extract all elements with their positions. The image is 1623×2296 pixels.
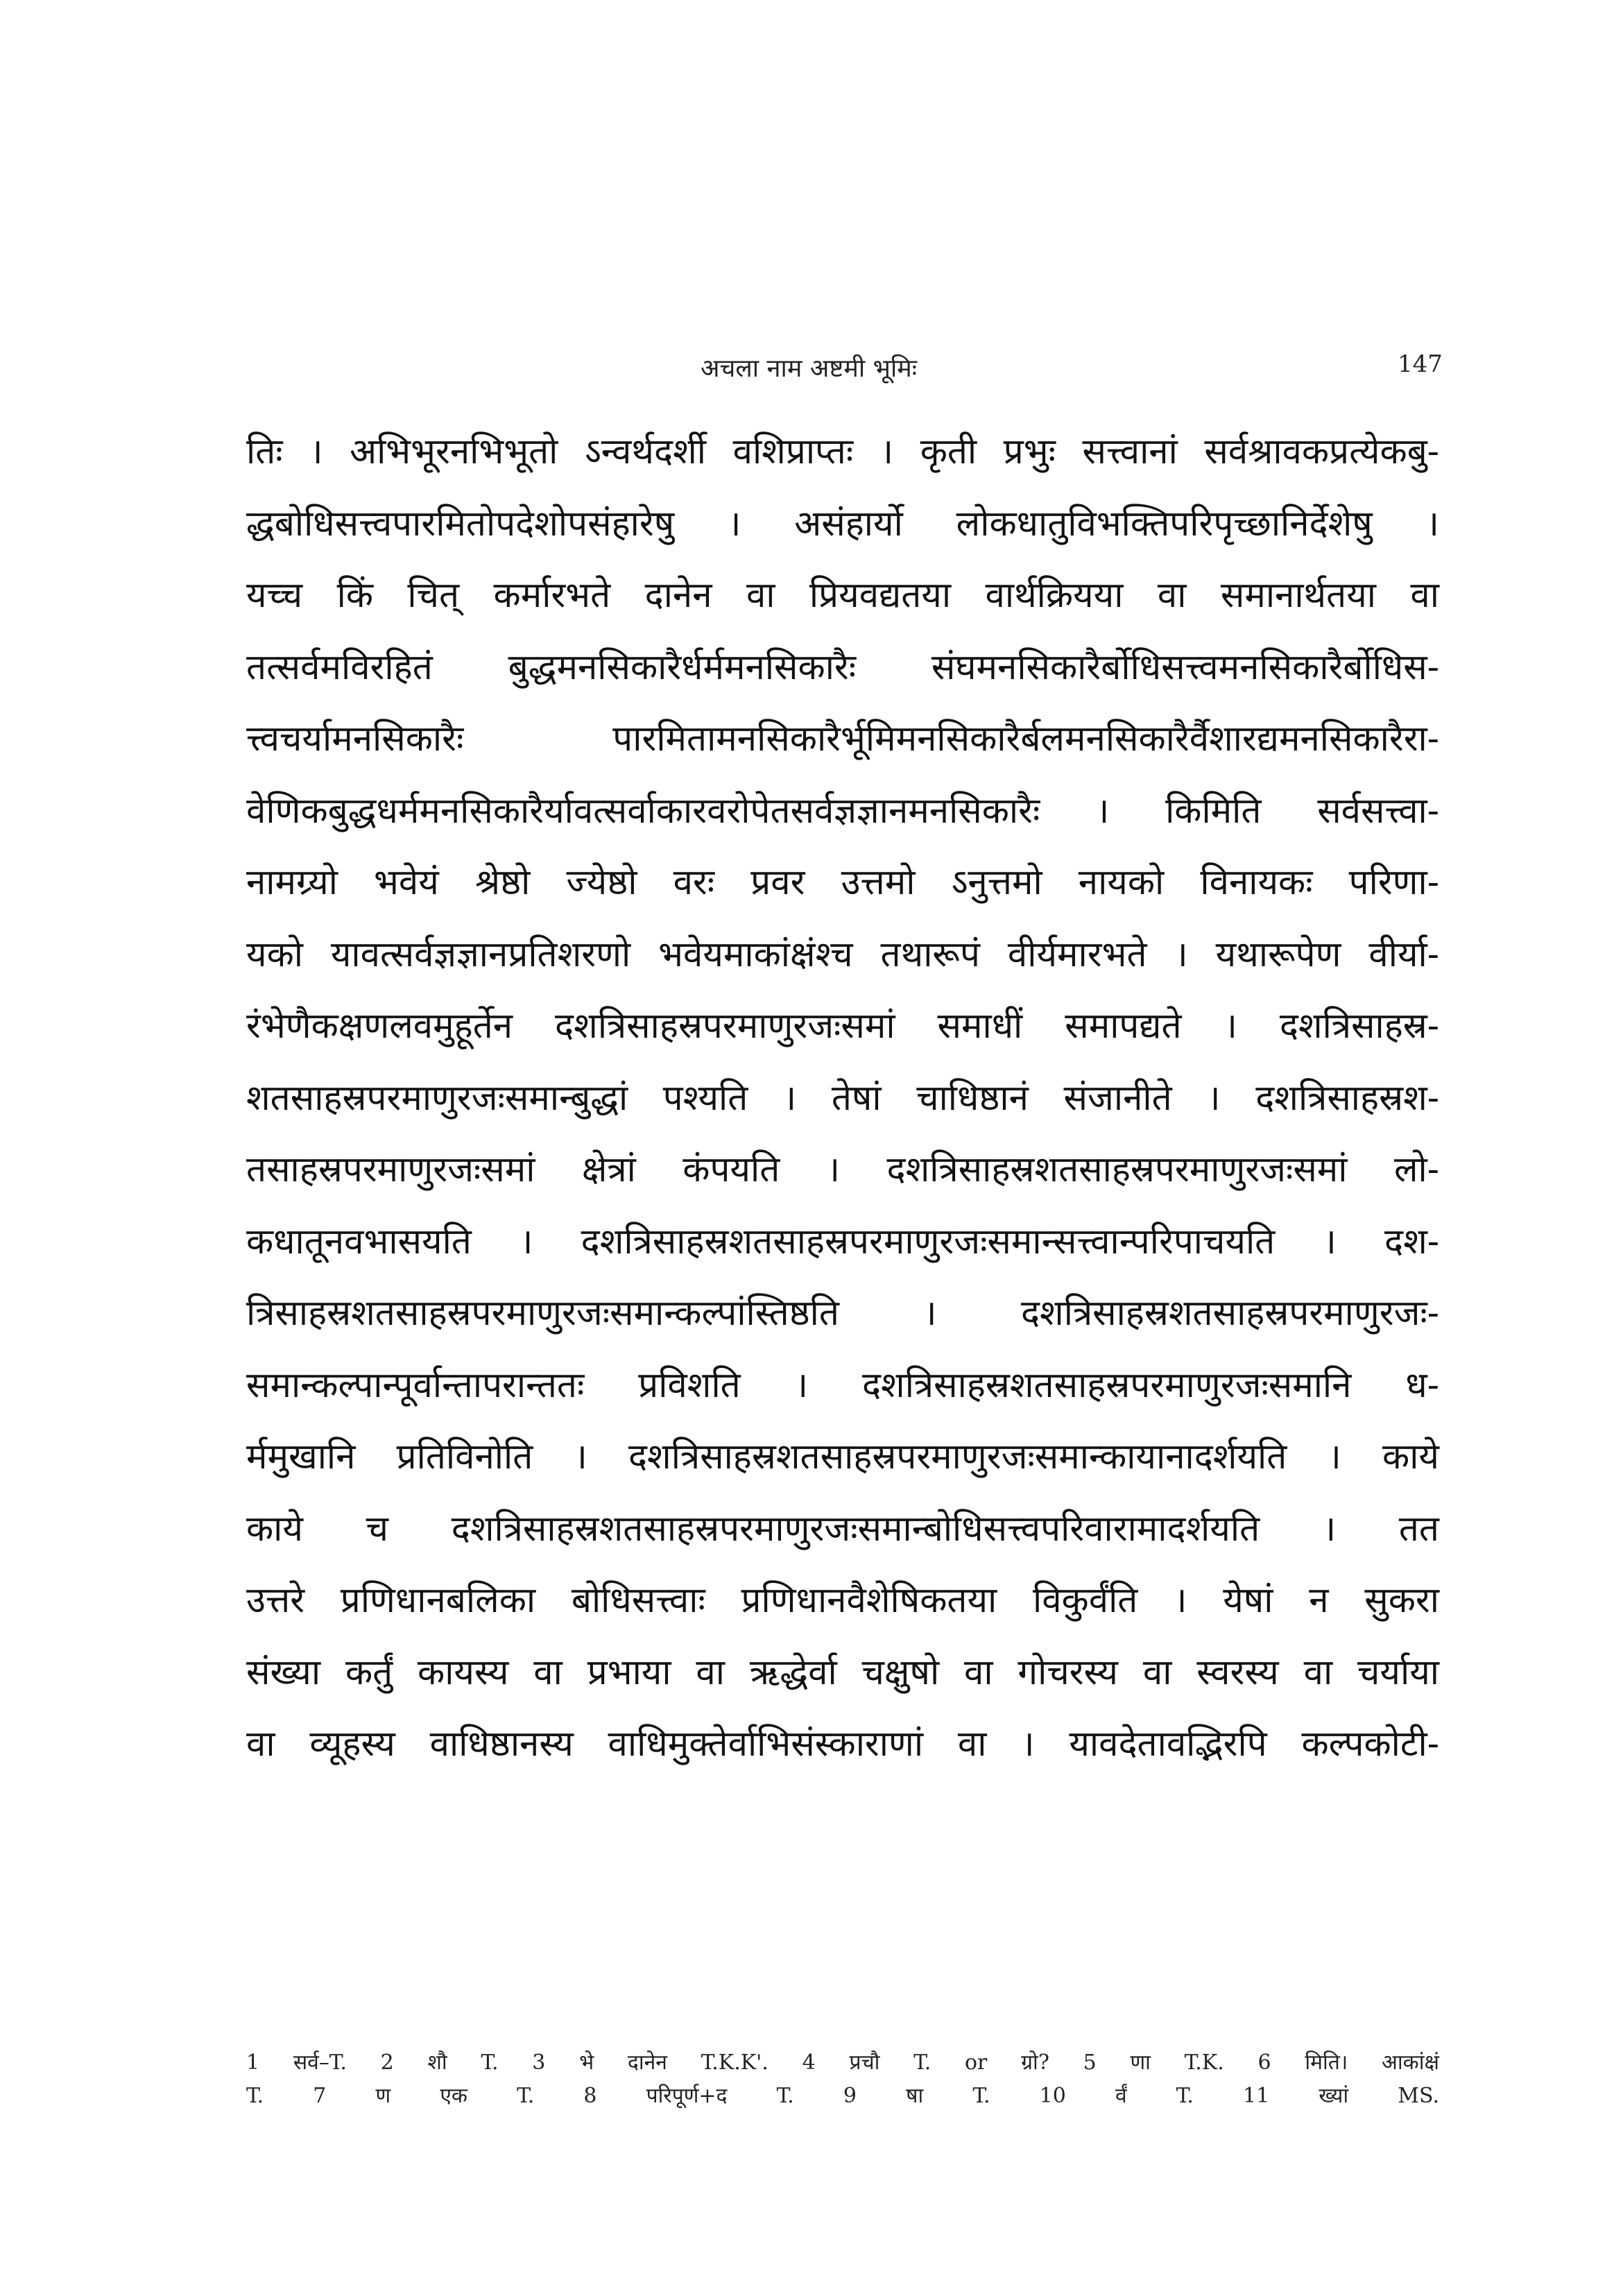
text-line: संख्या कर्तुं कायस्य वा प्रभाया वा ऋद्धेर्वा चक्षुषो वा गोचरस्य वा स्वरस्य वा चर्याया — [246, 1652, 1439, 1693]
text-line: वा व्यूहस्य वाधिष्ठानस्य वाधिमुक्तेर्वाभिसंस्काराणां वा । यावदेतावद्भिरपि कल्पकोटी- — [246, 1724, 1439, 1765]
page-number: 147 — [1398, 350, 1443, 378]
footnotes — [246, 2046, 1439, 2113]
text-line: त्रिसाहस्रशतसाहस्रपरमाणुरजःसमान्कल्पांस्तिष्ठति । दशत्रिसाहस्रशतसाहस्रपरमाणुरजः- — [246, 1293, 1439, 1334]
footnote-line: T. 7 ण एक T. 8 परिपूर्ण+द T. 9 षा T. 10 र्वं T. 11 ख्यां MS. — [246, 2084, 1439, 2108]
text-line: यको यावत्सर्वज्ञज्ञानप्रतिशरणो भवेयमाकांक्षंश्च तथारूपं वीर्यमारभते । यथारूपेण वीर्या- — [246, 934, 1439, 975]
text-line: वेणिकबुद्धधर्ममनसिकारैर्यावत्सर्वाकारवरोपेतसर्वज्ञज्ञानमनसिकारैः । किमिति सर्वसत्त्वा- — [246, 790, 1439, 832]
text-line: र्ममुखानि प्रतिविनोति । दशत्रिसाहस्रशतसाहस्रपरमाणुरजःसमान्कायानादर्शयति । काये — [246, 1437, 1439, 1477]
text-line: रंभेणैकक्षणलवमुहूर्तेन दशत्रिसाहस्रपरमाणुरजःसमां समाधीं समापद्यते । दशत्रिसाहस्र- — [246, 1006, 1439, 1047]
text-line: यच्च किं चित् कर्मारभते दानेन वा प्रियवद्यतया वार्थक्रियया वा समानार्थतया वा — [246, 575, 1439, 616]
text-line: कधातूनवभासयति । दशत्रिसाहस्रशतसाहस्रपरमाणुरजःसमान्सत्त्वान्परिपाचयति । दश- — [246, 1221, 1439, 1262]
body-text — [246, 416, 1439, 1781]
text-line: शतसाहस्रपरमाणुरजःसमान्बुद्धां पश्यति । तेषां चाधिष्ठानं संजानीते । दशत्रिसाहस्रश- — [246, 1077, 1439, 1119]
text-line: नामग्र्यो भवेयं श्रेष्ठो ज्येष्ठो वरः प्रवर उत्तमो ऽनुत्तमो नायको विनायकः परिणा- — [246, 862, 1439, 903]
text-line: तसाहस्रपरमाणुरजःसमां क्षेत्रां कंपयति । दशत्रिसाहस्रशतसाहस्रपरमाणुरजःसमां लो- — [246, 1149, 1439, 1190]
text-line: उत्तरे प्रणिधानबलिका बोधिसत्त्वाः प्रणिधानवैशेषिकतया विकुर्वंति । येषां न सुकरा — [246, 1580, 1439, 1621]
text-line: काये च दशत्रिसाहस्रशतसाहस्रपरमाणुरजःसमान्बोधिसत्त्वपरिवारामादर्शयति । तत — [246, 1508, 1439, 1550]
text-line: द्धबोधिसत्त्वपारमितोपदेशोपसंहारेषु । असंहार्यो लोकधातुविभक्तिपरिपृच्छानिर्देशेषु । — [246, 503, 1439, 545]
text-line: तत्सर्वमविरहितं बुद्धमनसिकारैर्धर्ममनसिकारैः संघमनसिकारैर्बोधिसत्त्वमनसिकारैर्बोधिस- — [246, 646, 1439, 688]
running-header — [0, 350, 1623, 392]
running-title: अचला नाम अष्टमी भूमिः — [701, 354, 918, 383]
text-line: तिः । अभिभूरनभिभूतो ऽन्वर्थदर्शी वशिप्राप्तः । कृती प्रभुः सत्त्वानां सर्वश्रावकप्रत्येकबु- — [246, 431, 1439, 472]
text-line: त्त्वचर्यामनसिकारैः पारमितामनसिकारैर्भूमिमनसिकारैर्बलमनसिकारैर्वैशारद्यमनसिकारैरा- — [246, 719, 1439, 760]
text-line: समान्कल्पान्पूर्वान्तापरान्ततः प्रविशति । दशत्रिसाहस्रशतसाहस्रपरमाणुरजःसमानि ध- — [246, 1364, 1439, 1406]
footnote-line: 1 सर्व–T. 2 शौ T. 3 भे दानेन T.K.K'. 4 प्रचौ T. or ग्रो? 5 णा T.K. 6 मिति। आकांक्षं — [246, 2050, 1439, 2075]
